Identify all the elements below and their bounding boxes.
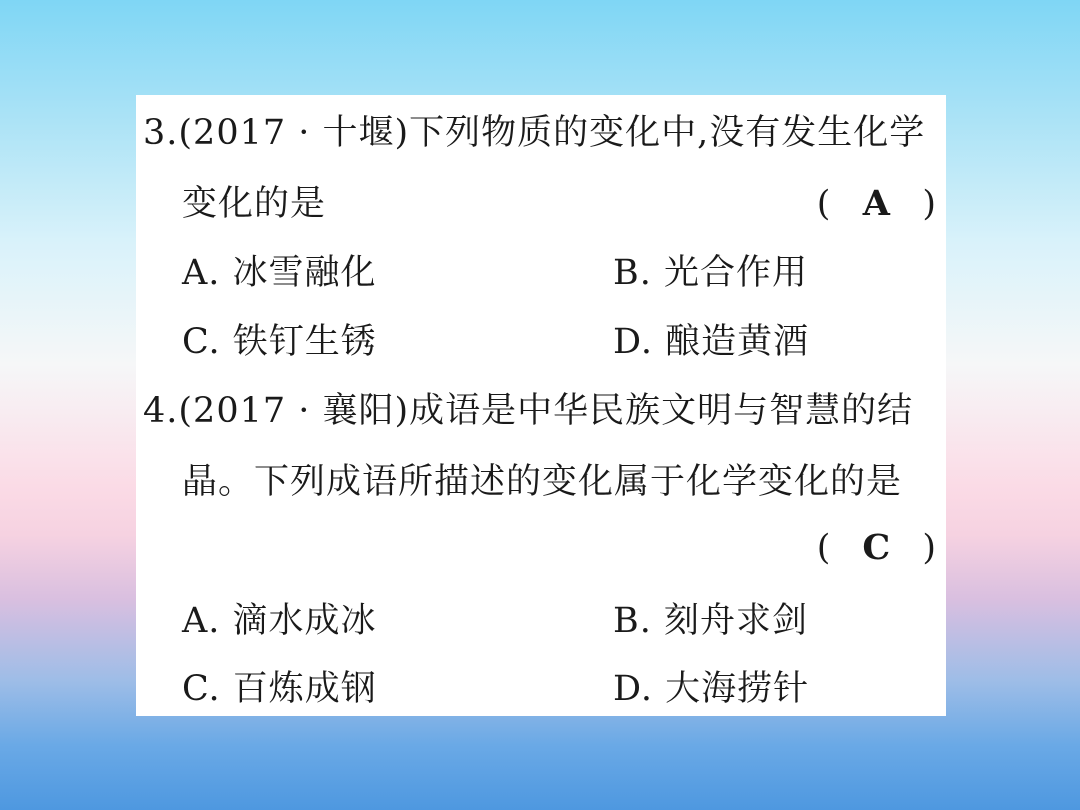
question-3-paren-open: ( bbox=[816, 184, 831, 224]
question-4-line-1 bbox=[143, 387, 913, 435]
question-3-paren-close: ) bbox=[922, 184, 936, 224]
question-3-option-b: B. 光合作用 bbox=[613, 253, 808, 293]
question-card bbox=[136, 95, 946, 716]
question-4-option-d: D. 大海捞针 bbox=[613, 669, 810, 709]
question-4-option-a: A. 滴水成冰 bbox=[182, 601, 377, 641]
question-4-stem-line-2: 晶。下列成语所描述的变化属于化学变化的是 bbox=[182, 462, 903, 502]
question-3-stem-line-1: 下列物质的变化中,没有发生化学 bbox=[409, 113, 926, 153]
question-4-option-b: B. 刻舟求剑 bbox=[613, 601, 808, 641]
question-3-option-c: C. 铁钉生锈 bbox=[182, 322, 377, 362]
question-4-answer: C bbox=[862, 527, 891, 568]
question-3-line-1 bbox=[143, 109, 925, 157]
question-4-option-c: C. 百炼成钢 bbox=[182, 669, 377, 709]
question-3-number: 3. bbox=[143, 113, 179, 153]
question-4-number: 4. bbox=[143, 391, 179, 431]
question-3-option-d: D. 酿造黄酒 bbox=[613, 322, 810, 362]
question-3-answer: A bbox=[862, 183, 890, 224]
question-4-answer-bracket bbox=[817, 524, 936, 572]
question-3-answer-bracket bbox=[817, 180, 936, 228]
question-3-option-a: A. 冰雪融化 bbox=[182, 253, 377, 293]
question-3-source: (2017 · 十堰) bbox=[178, 113, 410, 153]
question-4-paren-close: ) bbox=[922, 528, 936, 568]
question-3-stem-line-2: 变化的是 bbox=[182, 184, 327, 224]
question-4-paren-open: ( bbox=[816, 528, 831, 568]
question-4-source: (2017 · 襄阳) bbox=[178, 391, 410, 431]
question-4-stem-line-1: 成语是中华民族文明与智慧的结 bbox=[409, 391, 914, 431]
